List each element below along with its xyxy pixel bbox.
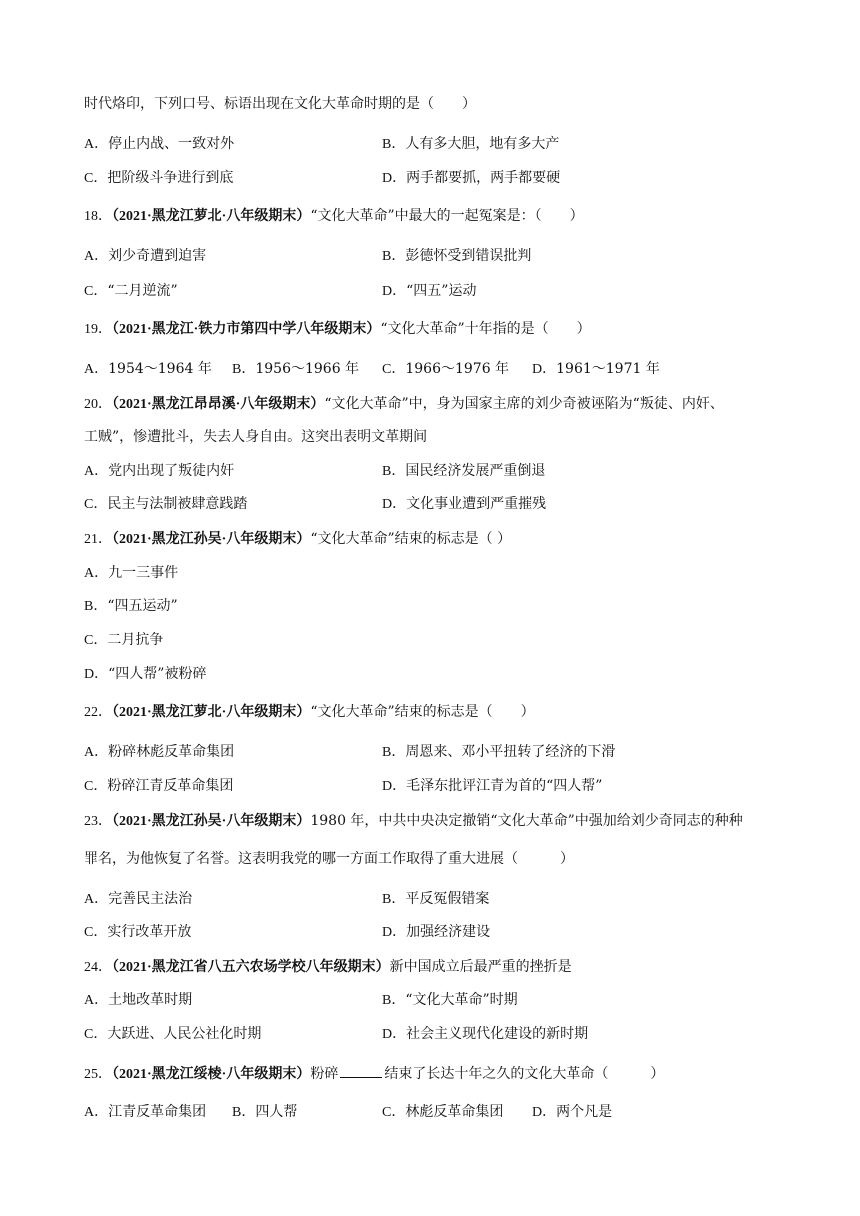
option-b: B．四人帮 — [232, 1104, 298, 1120]
options-row — [84, 461, 784, 481]
options-row — [84, 889, 784, 909]
option-a: A．江青反革命集团 — [84, 1104, 207, 1120]
option-b: B．国民经济发展严重倒退 — [382, 463, 546, 479]
option-c: C．1966～1976 年 — [382, 361, 510, 377]
question-23-stem-cont: 罪名，为他恢复了名誉。这表明我党的哪一方面工作取得了重大进展（ ） — [84, 851, 574, 867]
option-b: B．“四五运动” — [84, 598, 178, 614]
options-row — [84, 742, 784, 762]
option-a: A．刘少奇遭到迫害 — [84, 248, 207, 264]
option-c: C．“二月逆流” — [84, 283, 178, 299]
option-c: C．林彪反革命集团 — [382, 1104, 504, 1120]
option-c: C．粉碎江青反革命集团 — [84, 778, 234, 794]
options-row — [84, 281, 784, 301]
option-b: B．平反冤假错案 — [382, 891, 490, 907]
option-d: D．两手都要抓，两手都要硬 — [382, 170, 561, 186]
question-25-stem: 25．（2021·黑龙江绥棱·八年级期末）粉碎 结束了长达十年之久的文化大革命（ ） — [84, 1063, 664, 1085]
question-23-stem: 23．（2021·黑龙江孙吴·八年级期末）1980 年，中共中央决定撤销“文化大革命”中强加给刘少奇同志的种种 — [84, 813, 743, 829]
options-row — [84, 1102, 784, 1122]
option-d: D．1961～1971 年 — [532, 361, 660, 377]
question-21-stem: 21．（2021·黑龙江孙吴·八年级期末）“文化大革命”结束的标志是（ ） — [84, 531, 512, 547]
question-22-stem: 22．（2021·黑龙江萝北·八年级期末）“文化大革命”结束的标志是（ ） — [84, 704, 535, 720]
option-c: C．民主与法制被肆意践踏 — [84, 496, 248, 512]
option-c: C．二月抗争 — [84, 632, 164, 648]
options-row — [84, 1024, 784, 1044]
option-b: B．周恩来、邓小平扭转了经济的下滑 — [382, 744, 616, 760]
question-stem-intro: 时代烙印，下列口号、标语出现在文化大革命时期的是（ ） — [84, 96, 476, 112]
option-a: A．完善民主法治 — [84, 891, 193, 907]
option-a: A．党内出现了叛徒内奸 — [84, 463, 235, 479]
option-a: A．停止内战、一致对外 — [84, 136, 235, 152]
option-d: D．社会主义现代化建设的新时期 — [382, 1026, 589, 1042]
question-20-stem-cont: 工贼”，惨遭批斗，失去人身自由。这突出表明文革期间 — [84, 429, 428, 445]
options-row — [84, 246, 784, 266]
option-b: B．彭德怀受到错误批判 — [382, 248, 532, 264]
option-b: B．人有多大胆，地有多大产 — [382, 136, 560, 152]
option-c: C．实行改革开放 — [84, 924, 192, 940]
option-b: B．1956～1966 年 — [232, 361, 360, 377]
fill-in-blank — [340, 1063, 382, 1078]
option-a: A．1954～1964 年 — [84, 361, 212, 377]
option-d: D．“四五”运动 — [382, 283, 477, 299]
question-20-stem: 20．（2021·黑龙江昂昂溪·八年级期末）“文化大革命”中，身为国家主席的刘少奇被诬陷为“叛徒、内奸、 — [84, 396, 724, 412]
options-row — [84, 168, 784, 188]
options-row — [84, 359, 784, 379]
option-a: A．粉碎林彪反革命集团 — [84, 744, 235, 760]
option-d: D．“四人帮”被粉碎 — [84, 666, 207, 682]
question-18-stem: 18．（2021·黑龙江萝北·八年级期末）“文化大革命”中最大的一起冤案是：（ ） — [84, 208, 584, 224]
question-24-stem: 24．（2021·黑龙江省八五六农场学校八年级期末）新中国成立后最严重的挫折是 — [84, 959, 572, 975]
option-d: D．加强经济建设 — [382, 924, 491, 940]
options-row — [84, 922, 784, 942]
option-a: A．九一三事件 — [84, 565, 179, 581]
option-d: D．文化事业遭到严重摧残 — [382, 496, 547, 512]
option-c: C．大跃进、人民公社化时期 — [84, 1026, 262, 1042]
options-row — [84, 776, 784, 796]
options-row — [84, 494, 784, 514]
option-b: B．“文化大革命”时期 — [382, 992, 518, 1008]
option-a: A．土地改革时期 — [84, 992, 193, 1008]
option-d: D．两个凡是 — [532, 1104, 613, 1120]
question-19-stem: 19．（2021·黑龙江·铁力市第四中学八年级期末）“文化大革命”十年指的是（ ） — [84, 321, 591, 337]
option-c: C．把阶级斗争进行到底 — [84, 170, 234, 186]
options-row — [84, 990, 784, 1010]
options-row — [84, 134, 784, 154]
option-d: D．毛泽东批评江青为首的“四人帮” — [382, 778, 603, 794]
